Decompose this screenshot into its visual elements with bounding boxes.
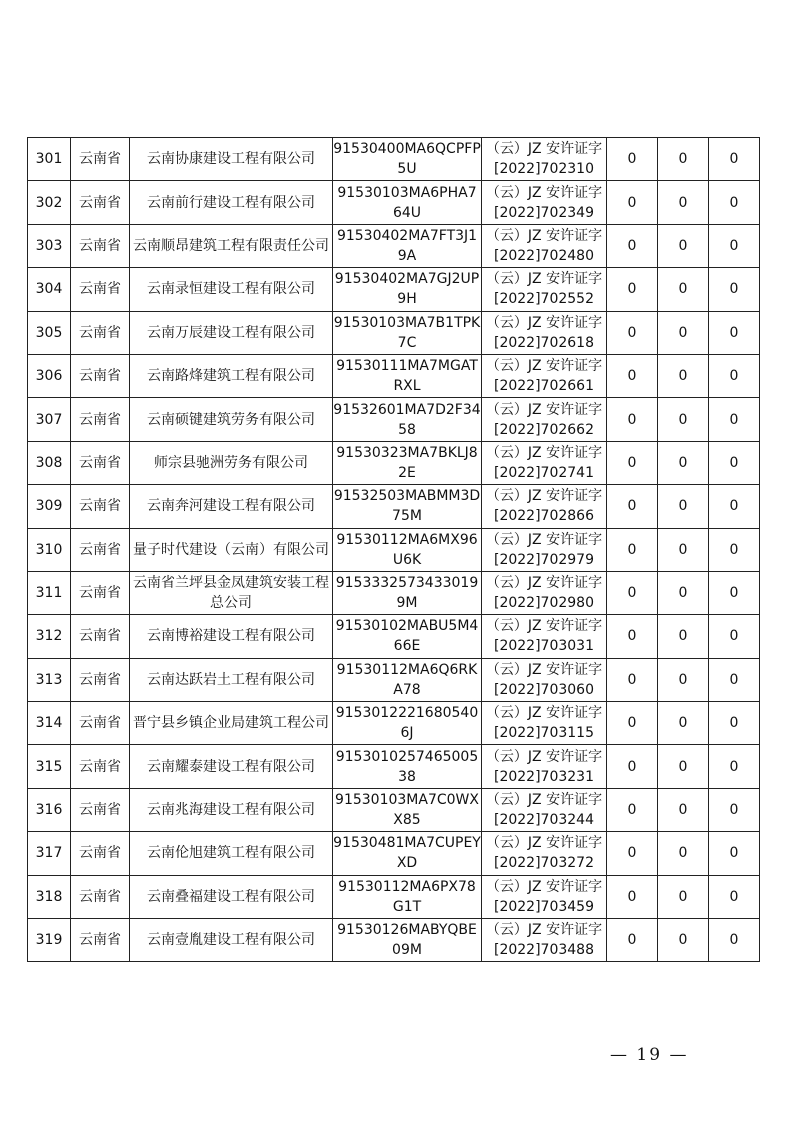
value-cell-1: 0 [607,268,658,311]
license-cell [482,268,607,311]
license-cell [482,832,607,875]
company-name-cell: 云南壹胤建设工程有限公司 [130,919,333,962]
row-number: 308 [28,441,71,484]
company-name-cell: 云南达跃岩土工程有限公司 [130,658,333,701]
value-cell-2: 0 [658,398,709,441]
value-cell-3: 0 [709,658,760,701]
value-cell-1: 0 [607,311,658,354]
license-cell [482,571,607,614]
license-prefix: （云）JZ 安许证字 [485,705,603,722]
value-cell-1: 0 [607,658,658,701]
value-cell-3: 0 [709,268,760,311]
credit-code-cell: 91530402MA7FT3J19A [333,224,482,267]
table-row [28,311,760,354]
company-name-cell: 云南伦旭建筑工程有限公司 [130,832,333,875]
license-prefix: （云）JZ 安许证字 [485,141,603,158]
credit-code-cell: 91530111MA7MGATRXL [333,354,482,397]
credit-code-cell: 91532503MABMM3D75M [333,485,482,528]
value-cell-3: 0 [709,702,760,745]
value-cell-2: 0 [658,658,709,701]
province-cell: 云南省 [71,919,130,962]
license-prefix: （云）JZ 安许证字 [485,792,603,809]
province-cell: 云南省 [71,268,130,311]
enterprise-table [27,137,760,962]
license-prefix: （云）JZ 安许证字 [485,401,603,418]
value-cell-1: 0 [607,788,658,831]
credit-code-cell: 91530323MA7BKLJ82E [333,441,482,484]
table-row [28,398,760,441]
license-number: [2022]702980 [494,595,594,612]
company-name-cell: 云南奔河建设工程有限公司 [130,485,333,528]
value-cell-3: 0 [709,311,760,354]
license-number: [2022]702349 [494,204,594,221]
value-cell-2: 0 [658,441,709,484]
row-number: 312 [28,615,71,658]
table-row [28,832,760,875]
value-cell-2: 0 [658,528,709,571]
license-number: [2022]703031 [494,638,594,655]
table-row [28,181,760,224]
row-number: 316 [28,788,71,831]
license-cell [482,224,607,267]
province-cell: 云南省 [71,398,130,441]
license-cell [482,702,607,745]
company-name-cell: 云南万辰建设工程有限公司 [130,311,333,354]
table-row [28,919,760,962]
value-cell-2: 0 [658,354,709,397]
province-cell: 云南省 [71,788,130,831]
value-cell-2: 0 [658,919,709,962]
license-prefix: （云）JZ 安许证字 [485,922,603,939]
license-prefix: （云）JZ 安许证字 [485,661,603,678]
value-cell-1: 0 [607,398,658,441]
value-cell-3: 0 [709,788,760,831]
value-cell-3: 0 [709,138,760,181]
value-cell-2: 0 [658,181,709,224]
license-prefix: （云）JZ 安许证字 [485,878,603,895]
license-number: [2022]702618 [494,334,594,351]
value-cell-3: 0 [709,615,760,658]
value-cell-1: 0 [607,571,658,614]
credit-code-cell: 91530481MA7CUPEYXD [333,832,482,875]
row-number: 314 [28,702,71,745]
province-cell: 云南省 [71,224,130,267]
credit-code-cell: 91530103MA6PHA764U [333,181,482,224]
value-cell-2: 0 [658,745,709,788]
value-cell-3: 0 [709,875,760,918]
value-cell-2: 0 [658,832,709,875]
value-cell-1: 0 [607,138,658,181]
value-cell-3: 0 [709,354,760,397]
license-number: [2022]702741 [494,464,594,481]
province-cell: 云南省 [71,875,130,918]
credit-code-cell: 91530402MA7GJ2UP9H [333,268,482,311]
province-cell: 云南省 [71,441,130,484]
company-name-cell: 云南兆海建设工程有限公司 [130,788,333,831]
license-number: [2022]703060 [494,681,594,698]
license-prefix: （云）JZ 安许证字 [485,835,603,852]
row-number: 309 [28,485,71,528]
table-row [28,441,760,484]
credit-code-cell: 91530102MABU5M466E [333,615,482,658]
table-row [28,138,760,181]
table-row [28,745,760,788]
company-name-cell: 云南耀泰建设工程有限公司 [130,745,333,788]
license-number: [2022]702661 [494,378,594,395]
table-row [28,354,760,397]
value-cell-1: 0 [607,528,658,571]
license-prefix: （云）JZ 安许证字 [485,227,603,244]
value-cell-3: 0 [709,398,760,441]
license-cell [482,398,607,441]
license-number: [2022]703115 [494,725,594,742]
row-number: 318 [28,875,71,918]
province-cell: 云南省 [71,832,130,875]
province-cell: 云南省 [71,354,130,397]
credit-code-cell: 91530103MA7C0WXX85 [333,788,482,831]
license-number: [2022]703244 [494,812,594,829]
value-cell-2: 0 [658,311,709,354]
value-cell-3: 0 [709,528,760,571]
license-prefix: （云）JZ 安许证字 [485,358,603,375]
province-cell: 云南省 [71,311,130,354]
province-cell: 云南省 [71,658,130,701]
license-cell [482,485,607,528]
province-cell: 云南省 [71,528,130,571]
row-number: 305 [28,311,71,354]
value-cell-1: 0 [607,745,658,788]
value-cell-2: 0 [658,485,709,528]
company-name-cell: 云南叠福建设工程有限公司 [130,875,333,918]
license-cell [482,181,607,224]
license-number: [2022]702866 [494,508,594,525]
row-number: 310 [28,528,71,571]
credit-code-cell: 91530112MA6MX96U6K [333,528,482,571]
row-number: 311 [28,571,71,614]
value-cell-2: 0 [658,702,709,745]
license-cell [482,919,607,962]
license-cell [482,875,607,918]
license-number: [2022]702552 [494,291,594,308]
license-number: [2022]703272 [494,855,594,872]
province-cell: 云南省 [71,571,130,614]
license-number: [2022]703459 [494,898,594,915]
table-row [28,658,760,701]
value-cell-2: 0 [658,268,709,311]
value-cell-2: 0 [658,571,709,614]
credit-code-cell: 91530126MABYQBE09M [333,919,482,962]
table-row [28,224,760,267]
value-cell-1: 0 [607,615,658,658]
license-number: [2022]702979 [494,551,594,568]
company-name-cell: 师宗县驰洲劳务有限公司 [130,441,333,484]
row-number: 303 [28,224,71,267]
row-number: 302 [28,181,71,224]
license-cell [482,658,607,701]
value-cell-2: 0 [658,875,709,918]
license-prefix: （云）JZ 安许证字 [485,575,603,592]
row-number: 317 [28,832,71,875]
value-cell-1: 0 [607,875,658,918]
company-name-cell: 云南博裕建设工程有限公司 [130,615,333,658]
table-row [28,571,760,614]
value-cell-1: 0 [607,181,658,224]
province-cell: 云南省 [71,485,130,528]
license-prefix: （云）JZ 安许证字 [485,531,603,548]
license-prefix: （云）JZ 安许证字 [485,748,603,765]
value-cell-1: 0 [607,832,658,875]
value-cell-3: 0 [709,224,760,267]
table-row [28,788,760,831]
row-number: 319 [28,919,71,962]
value-cell-1: 0 [607,354,658,397]
license-number: [2022]703231 [494,768,594,785]
table-row [28,485,760,528]
table-row [28,268,760,311]
license-cell [482,788,607,831]
row-number: 313 [28,658,71,701]
license-number: [2022]702662 [494,421,594,438]
page-number: — 19 — [610,1045,689,1065]
company-name-cell: 云南顺昂建筑工程有限责任公司 [130,224,333,267]
license-prefix: （云）JZ 安许证字 [485,488,603,505]
license-number: [2022]703488 [494,942,594,959]
value-cell-2: 0 [658,138,709,181]
license-cell [482,138,607,181]
credit-code-cell: 91530103MA7B1TPK7C [333,311,482,354]
license-number: [2022]702310 [494,161,594,178]
license-number: [2022]702480 [494,247,594,264]
value-cell-3: 0 [709,832,760,875]
credit-code-cell: 91530400MA6QCPFP5U [333,138,482,181]
license-prefix: （云）JZ 安许证字 [485,314,603,331]
value-cell-2: 0 [658,788,709,831]
license-cell [482,528,607,571]
license-prefix: （云）JZ 安许证字 [485,271,603,288]
value-cell-1: 0 [607,224,658,267]
row-number: 315 [28,745,71,788]
credit-code-cell: 91532601MA7D2F3458 [333,398,482,441]
license-prefix: （云）JZ 安许证字 [485,184,603,201]
company-name-cell: 云南路烽建筑工程有限公司 [130,354,333,397]
value-cell-1: 0 [607,919,658,962]
row-number: 306 [28,354,71,397]
value-cell-3: 0 [709,745,760,788]
credit-code-cell: 915301222168054​06J [333,702,482,745]
table-row [28,875,760,918]
value-cell-2: 0 [658,615,709,658]
license-cell [482,441,607,484]
province-cell: 云南省 [71,181,130,224]
value-cell-1: 0 [607,702,658,745]
province-cell: 云南省 [71,745,130,788]
license-prefix: （云）JZ 安许证字 [485,444,603,461]
table-row [28,528,760,571]
value-cell-3: 0 [709,181,760,224]
table-body [28,138,760,962]
company-name-cell: 晋宁县乡镇企业局建筑工程公司 [130,702,333,745]
license-cell [482,745,607,788]
value-cell-1: 0 [607,441,658,484]
credit-code-cell: 915301025746500​538 [333,745,482,788]
license-cell [482,615,607,658]
company-name-cell: 量子时代建设（云南）有限公司 [130,528,333,571]
table-row [28,615,760,658]
license-cell [482,354,607,397]
value-cell-3: 0 [709,441,760,484]
province-cell: 云南省 [71,138,130,181]
value-cell-3: 0 [709,919,760,962]
company-name-cell: 云南录恒建设工程有限公司 [130,268,333,311]
value-cell-1: 0 [607,485,658,528]
value-cell-3: 0 [709,571,760,614]
row-number: 307 [28,398,71,441]
value-cell-2: 0 [658,224,709,267]
company-name-cell: 云南前行建设工程有限公司 [130,181,333,224]
row-number: 301 [28,138,71,181]
company-name-cell: 云南硕键建筑劳务有限公司 [130,398,333,441]
province-cell: 云南省 [71,615,130,658]
license-cell [482,311,607,354]
credit-code-cell: 91530112MA6Q6RKA78 [333,658,482,701]
credit-code-cell: 915333257343301​99M [333,571,482,614]
company-name-cell: 云南协康建设工程有限公司 [130,138,333,181]
table-row [28,702,760,745]
license-prefix: （云）JZ 安许证字 [485,618,603,635]
row-number: 304 [28,268,71,311]
value-cell-3: 0 [709,485,760,528]
province-cell: 云南省 [71,702,130,745]
credit-code-cell: 91530112MA6PX78G1T [333,875,482,918]
company-name-cell: 云南省兰坪县金凤建筑安装工程总公司 [130,571,333,614]
